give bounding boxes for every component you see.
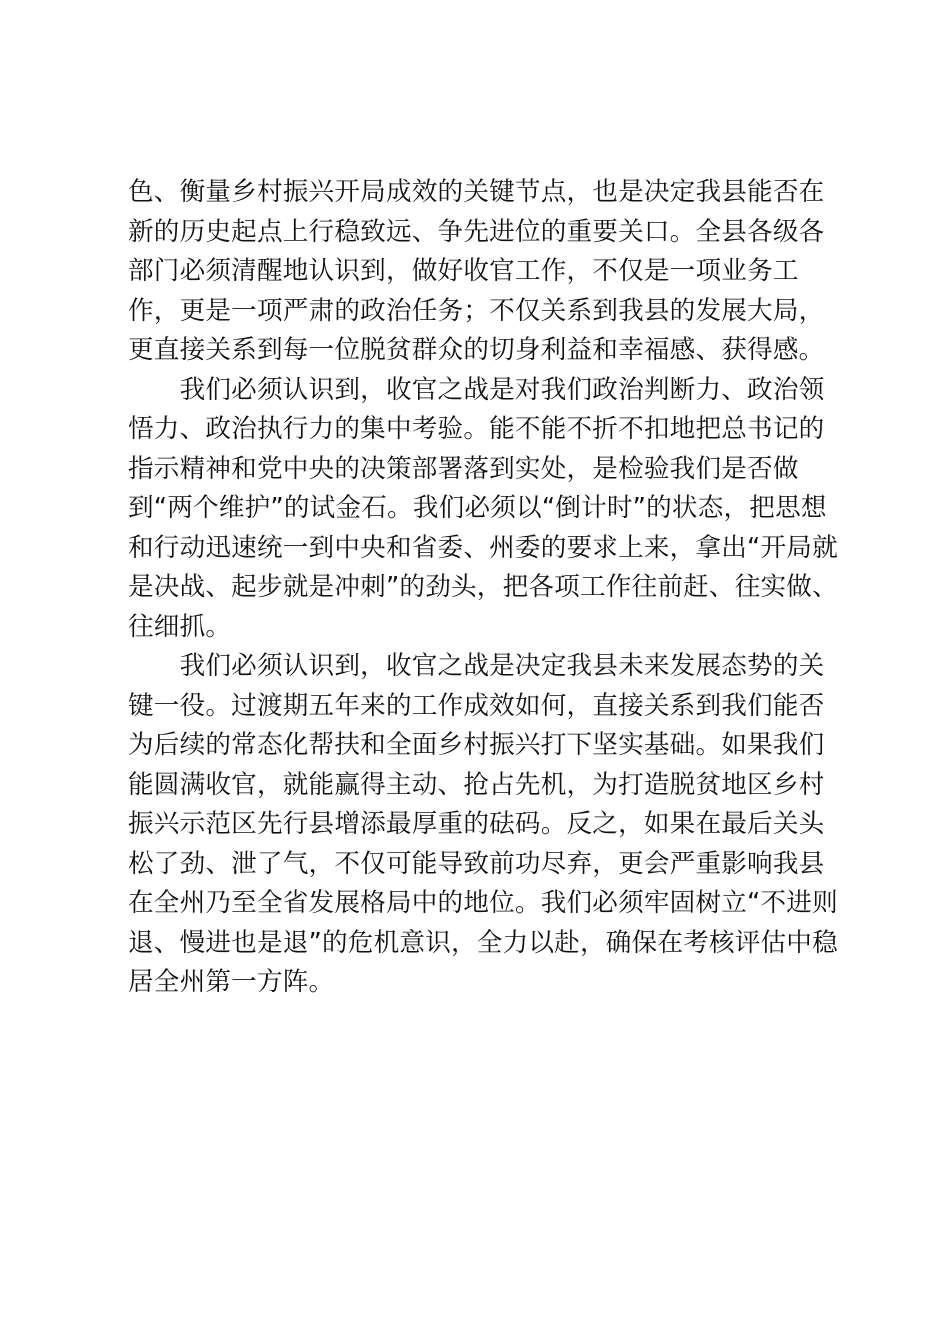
- text-line: 退、慢进也是退”的危机意识，全力以赴，确保在考核评估中稳: [128, 927, 838, 958]
- text-line: 部门必须清醒地认识到，做好收官工作，不仅是一项业务工: [128, 256, 799, 286]
- text-line: 作，更是一项严肃的政治任务；不仅关系到我县的发展大局，: [128, 295, 825, 326]
- text-line: 为后续的常态化帮扶和全面乡村振兴打下坚实基础。如果我们: [128, 730, 825, 760]
- document-body: [128, 173, 838, 1003]
- text-line: 能圆满收官，就能赢得主动、抢占先机，为打造脱贫地区乡村: [128, 769, 825, 800]
- text-line: 是决战、起步就是冲刺”的劲头，把各项工作往前赶、往实做、: [128, 572, 838, 602]
- text-line: 往细抓。: [128, 611, 232, 642]
- text-line: 键一役。过渡期五年来的工作成效如何，直接关系到我们能否: [128, 690, 825, 721]
- text-line: 我们必须认识到，收官之战是决定我县未来发展态势的关: [128, 651, 825, 681]
- text-line: 振兴示范区先行县增添最厚重的砝码。反之，如果在最后关头: [128, 809, 825, 839]
- text-line: 松了劲、泄了气，不仅可能导致前功尽弃，更会严重影响我县: [128, 848, 825, 879]
- text-line: 色、衡量乡村振兴开局成效的关键节点，也是决定我县能否在: [128, 177, 825, 207]
- text-line: 和行动迅速统一到中央和省委、州委的要求上来，拿出“开局就: [128, 532, 838, 563]
- text-line: 新的历史起点上行稳致远、争先进位的重要关口。全县各级各: [128, 216, 825, 247]
- text-line: 悟力、政治执行力的集中考验。能不能不折不扣地把总书记的: [128, 414, 825, 444]
- text-line: 在全州乃至全省发展格局中的地位。我们必须牢固树立“不进则: [128, 888, 838, 918]
- text-line: 更直接关系到每一位脱贫群众的切身利益和幸福感、获得感。: [128, 335, 825, 365]
- text-line: 居全州第一方阵。: [128, 967, 335, 997]
- text-line: 到“两个维护”的试金石。我们必须以“倒计时”的状态，把思想: [128, 493, 827, 523]
- text-line: 指示精神和党中央的决策部署落到实处，是检验我们是否做: [128, 453, 799, 484]
- text-line: 我们必须认识到，收官之战是对我们政治判断力、政治领: [128, 374, 825, 405]
